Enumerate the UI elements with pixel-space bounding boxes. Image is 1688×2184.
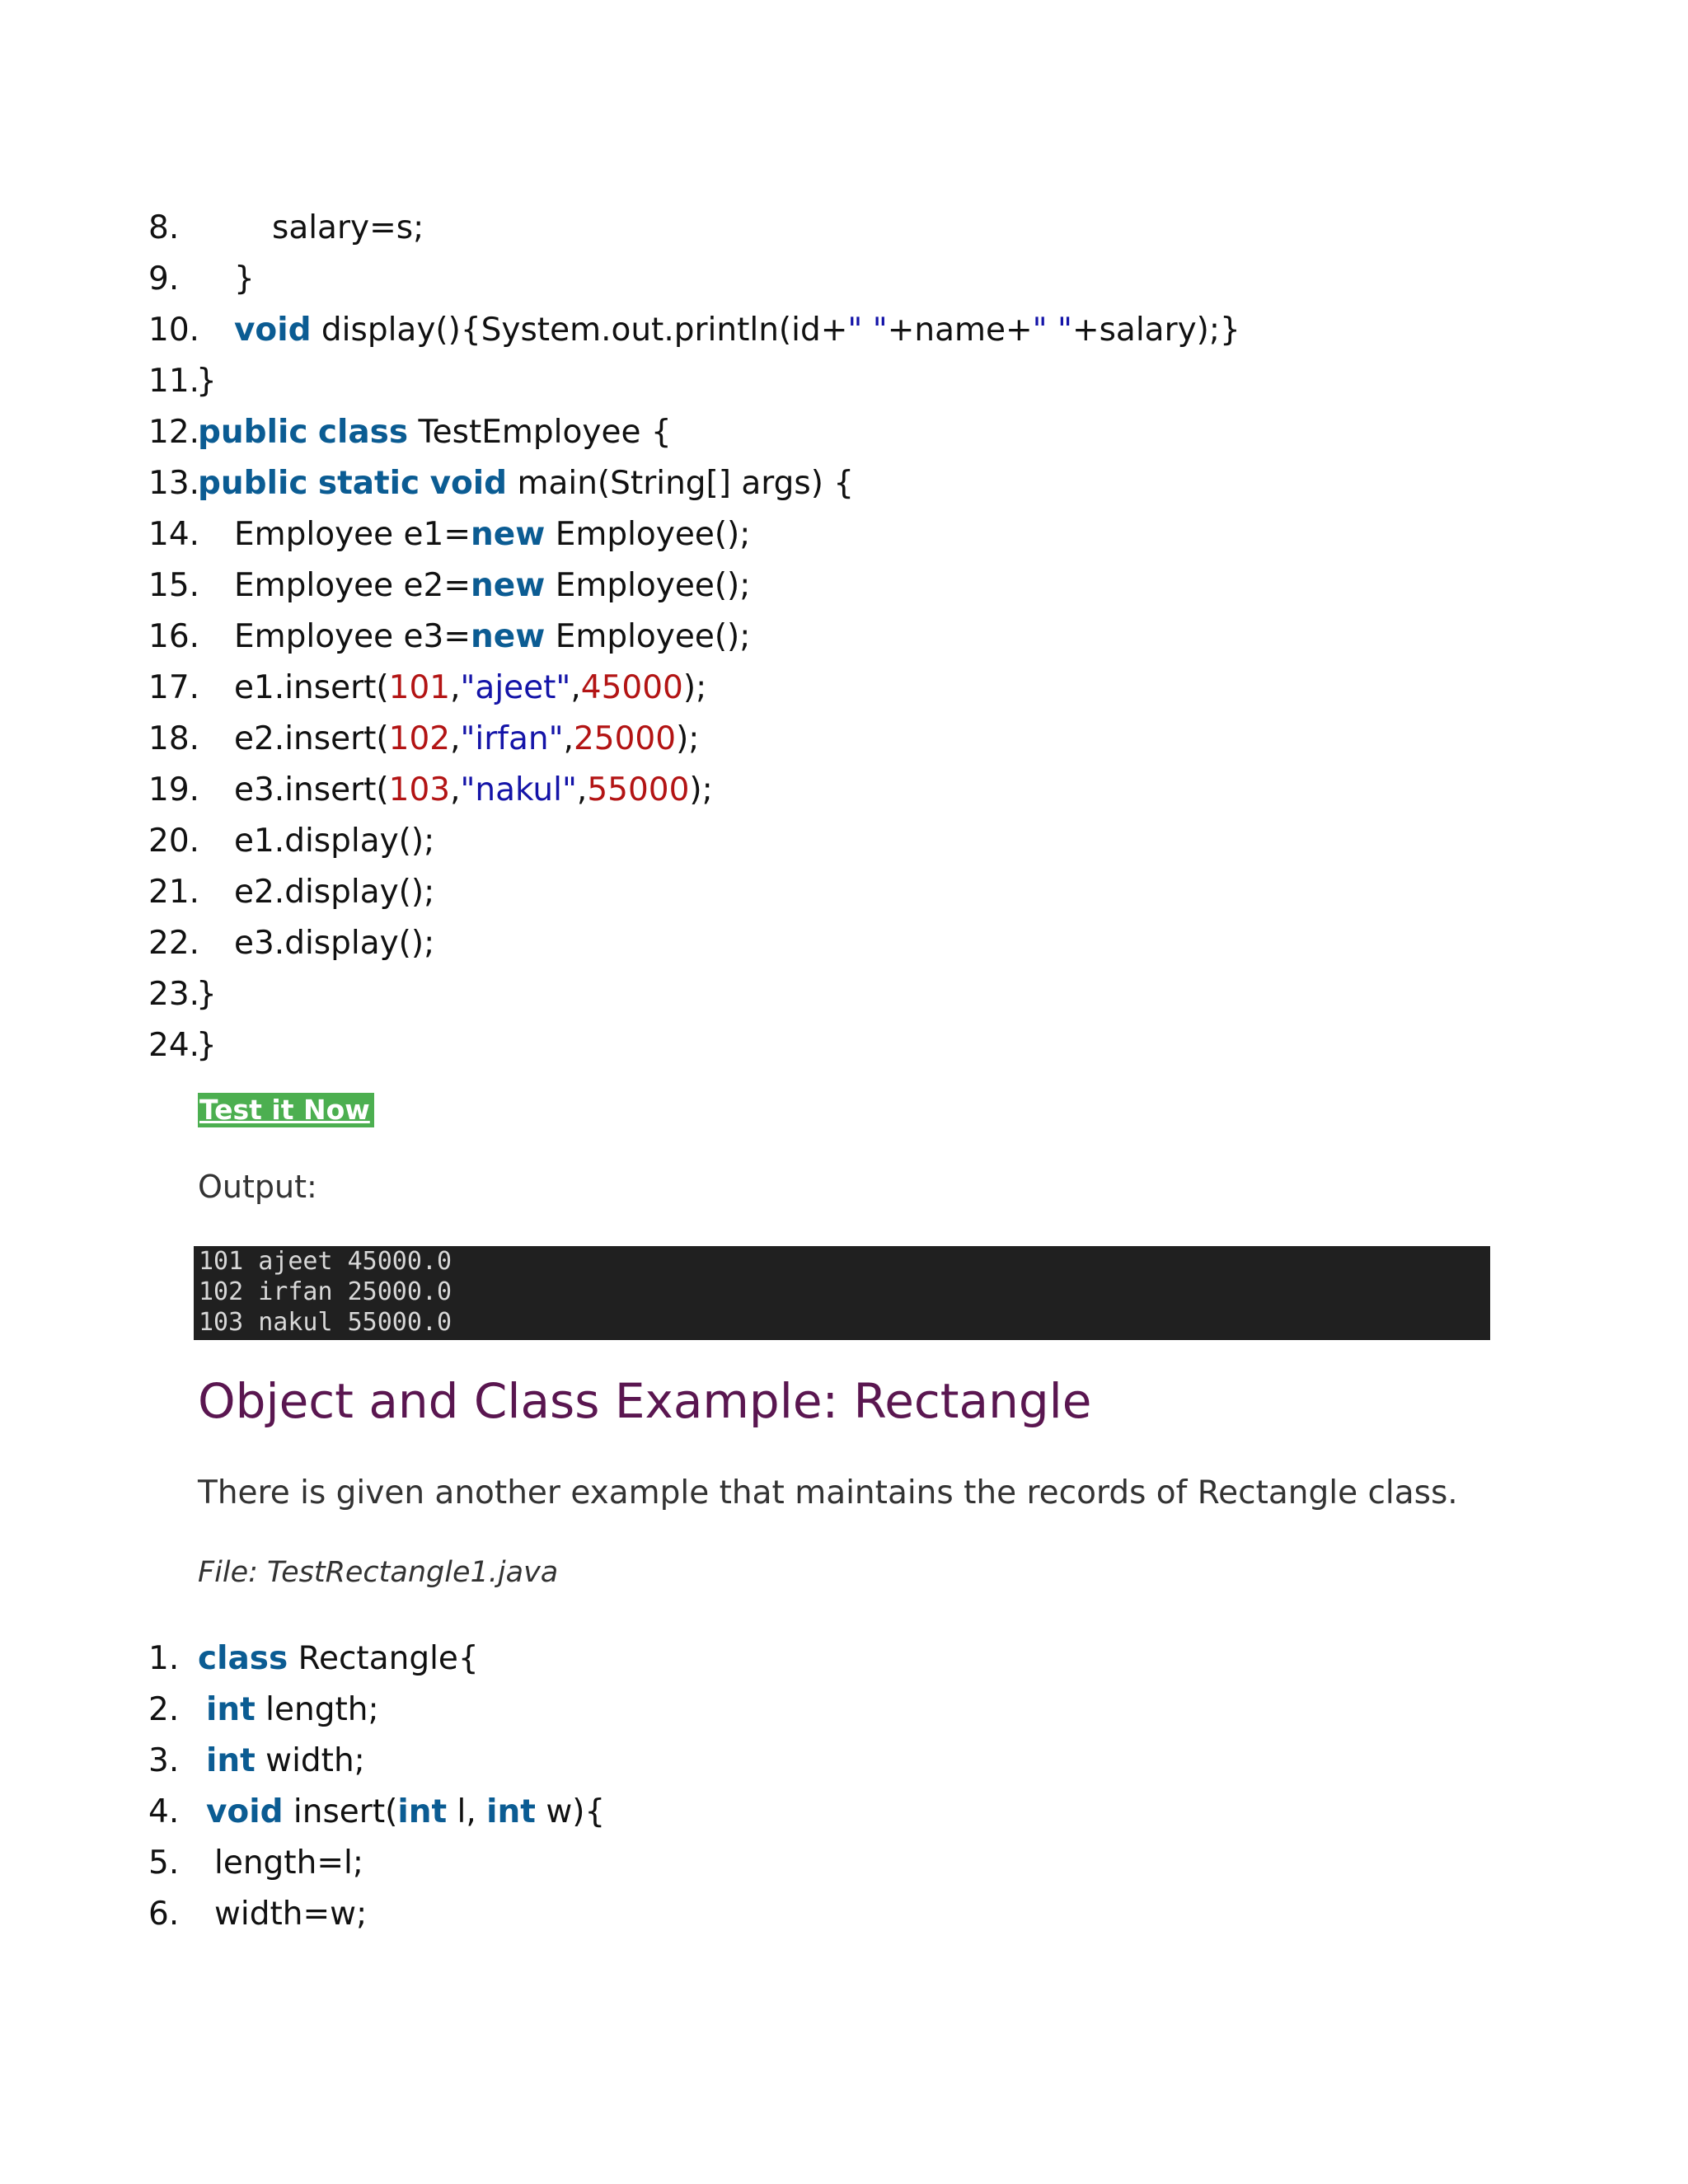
code-token: , xyxy=(450,669,461,706)
line-number: 13. xyxy=(148,465,200,502)
keyword-token: class xyxy=(317,414,409,451)
output-console xyxy=(194,1246,1490,1340)
section-heading: Object and Class Example: Rectangle xyxy=(198,1373,1092,1429)
keyword-token: public xyxy=(198,414,308,451)
code-token: width=w; xyxy=(214,1896,368,1933)
line-number: 21. xyxy=(148,874,200,911)
keyword-token: static xyxy=(317,465,420,502)
keyword-token: new xyxy=(471,618,546,655)
string-token: " " xyxy=(847,312,888,349)
code-text xyxy=(234,765,713,816)
line-number: 12. xyxy=(148,414,200,451)
code-token: length; xyxy=(255,1691,379,1728)
line-number: 1. xyxy=(148,1640,180,1677)
line-number: 23. xyxy=(148,976,200,1013)
string-token: "irfan" xyxy=(460,720,564,757)
line-number: 22. xyxy=(148,925,200,962)
code-token: display(){System.out.println(id+ xyxy=(311,312,848,349)
output-label: Output: xyxy=(198,1169,317,1205)
code-token: ); xyxy=(689,771,713,808)
code-token: main(String[] args) { xyxy=(507,465,855,502)
code-text xyxy=(214,1889,367,1940)
code-text xyxy=(214,1838,363,1889)
code-text xyxy=(234,663,706,714)
code-text xyxy=(234,509,750,560)
test-it-now-button[interactable]: Test it Now xyxy=(198,1093,374,1127)
code-token: e2.display(); xyxy=(234,874,435,911)
code-token: , xyxy=(563,720,574,757)
code-text xyxy=(234,612,750,663)
keyword-token: int xyxy=(206,1742,256,1779)
code-token: Employee(); xyxy=(545,618,751,655)
keyword-token: int xyxy=(486,1793,536,1830)
line-number: 15. xyxy=(148,567,200,604)
keyword-token: void xyxy=(206,1793,284,1830)
code-token: e1.display(); xyxy=(234,823,435,860)
line-number: 6. xyxy=(148,1896,180,1933)
code-token: TestEmployee { xyxy=(408,414,672,451)
line-number: 17. xyxy=(148,669,200,706)
keyword-token: class xyxy=(198,1640,288,1677)
keyword-token: public xyxy=(198,465,308,502)
number-token: 102 xyxy=(388,720,451,757)
line-number: 24. xyxy=(148,1027,200,1064)
line-number: 20. xyxy=(148,823,200,860)
code-token: Employee e3= xyxy=(234,618,471,655)
keyword-token: int xyxy=(397,1793,448,1830)
code-text xyxy=(234,714,699,765)
code-token: , xyxy=(450,771,461,808)
keyword-token: int xyxy=(206,1691,256,1728)
number-token: 103 xyxy=(388,771,451,808)
code-token xyxy=(420,465,429,502)
code-text xyxy=(206,1685,379,1736)
code-text xyxy=(198,1633,479,1685)
line-number: 3. xyxy=(148,1742,180,1779)
line-number: 4. xyxy=(148,1793,180,1830)
code-token: e3.insert( xyxy=(234,771,389,808)
line-number: 2. xyxy=(148,1691,180,1728)
code-text xyxy=(196,969,217,1020)
code-text xyxy=(234,254,255,305)
console-line: 102 irfan 25000.0 xyxy=(199,1277,452,1306)
code-token: , xyxy=(450,720,461,757)
console-line: 101 ajeet 45000.0 xyxy=(199,1247,452,1276)
file-name-label: File: TestRectangle1.java xyxy=(198,1556,559,1589)
keyword-token: new xyxy=(471,567,546,604)
code-token: insert( xyxy=(283,1793,398,1830)
code-token: } xyxy=(196,363,217,400)
code-token: salary=s; xyxy=(272,209,424,246)
code-token: w){ xyxy=(535,1793,606,1830)
code-text xyxy=(234,816,434,867)
code-token: Employee(); xyxy=(545,516,751,553)
code-token: Employee e2= xyxy=(234,567,471,604)
code-text xyxy=(196,1020,217,1071)
code-token: } xyxy=(196,1027,217,1064)
line-number: 16. xyxy=(148,618,200,655)
keyword-token: void xyxy=(429,465,508,502)
code-text xyxy=(198,407,672,458)
code-token: +salary);} xyxy=(1071,312,1240,349)
code-text xyxy=(206,1787,605,1838)
code-token: Rectangle{ xyxy=(288,1640,479,1677)
number-token: 25000 xyxy=(573,720,677,757)
code-token: ); xyxy=(682,669,707,706)
line-number: 11. xyxy=(148,363,200,400)
line-number: 18. xyxy=(148,720,200,757)
line-number: 19. xyxy=(148,771,200,808)
number-token: 55000 xyxy=(587,771,690,808)
code-text xyxy=(272,203,424,254)
number-token: 101 xyxy=(388,669,451,706)
code-token: , xyxy=(576,771,588,808)
line-number: 8. xyxy=(148,209,180,246)
code-token xyxy=(307,414,317,451)
code-text xyxy=(198,458,854,509)
code-token: , xyxy=(570,669,581,706)
keyword-token: void xyxy=(234,312,312,349)
code-text xyxy=(234,867,434,918)
string-token: "ajeet" xyxy=(460,669,571,706)
code-token: l, xyxy=(447,1793,487,1830)
code-text xyxy=(206,1736,365,1787)
code-text xyxy=(196,356,217,407)
string-token: "nakul" xyxy=(460,771,577,808)
line-number: 5. xyxy=(148,1844,180,1882)
code-token: ); xyxy=(676,720,700,757)
console-line: 103 nakul 55000.0 xyxy=(199,1308,452,1337)
line-number: 14. xyxy=(148,516,200,553)
string-token: " " xyxy=(1032,312,1072,349)
code-token xyxy=(307,465,317,502)
code-token: } xyxy=(196,976,217,1013)
code-token: e2.insert( xyxy=(234,720,389,757)
keyword-token: new xyxy=(471,516,546,553)
code-text xyxy=(234,918,434,969)
code-token: e1.insert( xyxy=(234,669,389,706)
code-token: width; xyxy=(255,1742,365,1779)
code-token: +name+ xyxy=(887,312,1033,349)
code-token: Employee(); xyxy=(545,567,751,604)
number-token: 45000 xyxy=(580,669,683,706)
code-text xyxy=(234,305,1240,356)
code-token: e3.display(); xyxy=(234,925,435,962)
code-token: } xyxy=(234,260,255,298)
code-token: Employee e1= xyxy=(234,516,471,553)
section-paragraph: There is given another example that maintains the records of Rectangle class. xyxy=(198,1474,1458,1511)
line-number: 10. xyxy=(148,312,200,349)
line-number: 9. xyxy=(148,260,180,298)
code-text xyxy=(234,560,750,612)
code-token: length=l; xyxy=(214,1844,363,1882)
